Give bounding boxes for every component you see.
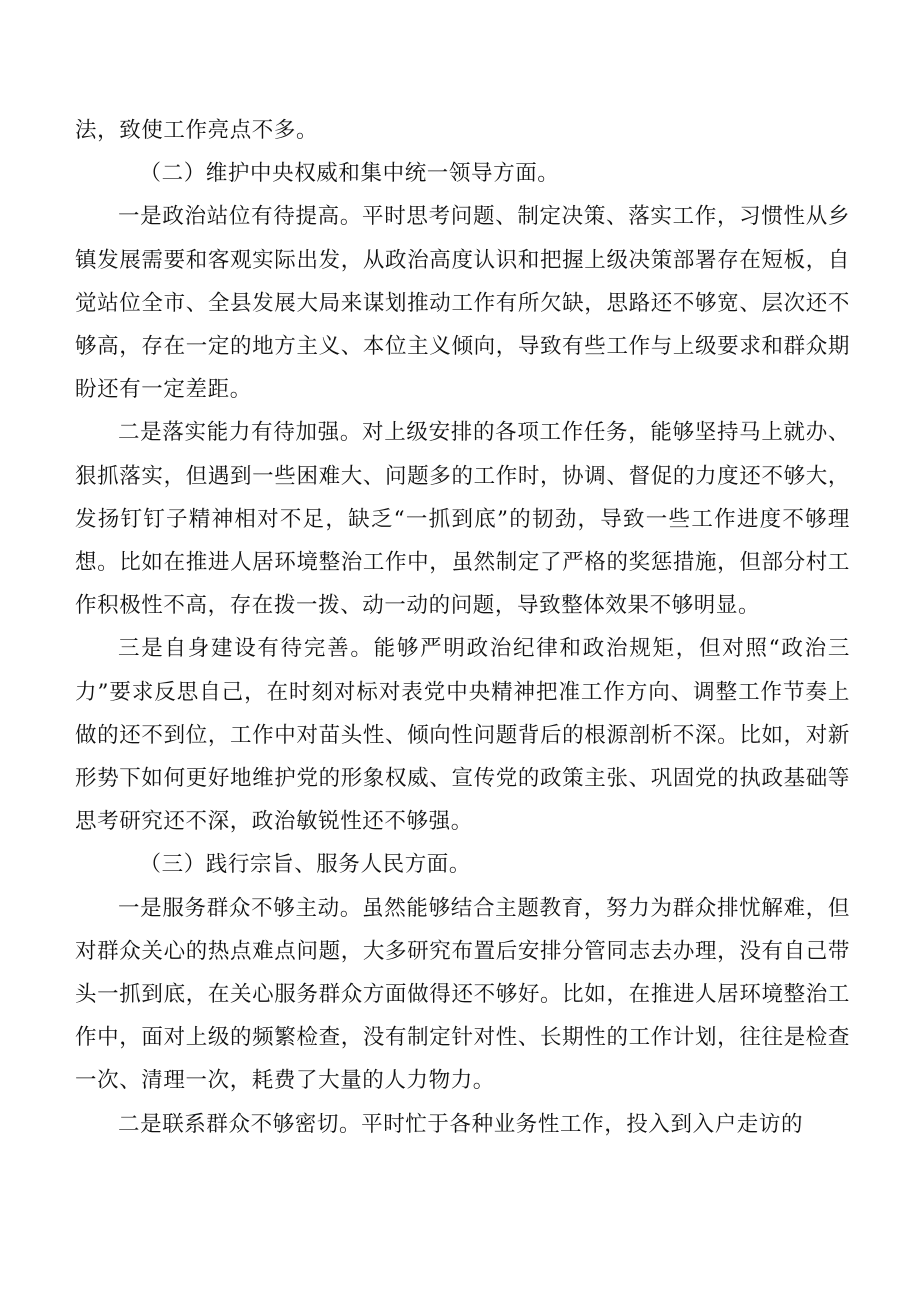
paragraph-continuation: 法，致使工作亮点不多。 — [75, 118, 319, 143]
document-page — [75, 109, 850, 1146]
section-heading-3: （三）践行宗旨、服务人民方面。 — [139, 852, 472, 878]
paragraph-political-stance: 一是政治站位有待提高。平时思考问题、制定决策、落实工作，习惯性从乡镇发展需要和客观实际出发，从政治高度认识和把握上级决策部署存在短板，自觉站位全市、全县发展大局来谋划推动工作有所欠缺，思路还不够宽、层次还不够高，存在一定的地方主义、本位主义倾向，导致有些工作与上级要求和群众期盼还有一定差距。 — [75, 204, 850, 403]
paragraph-contacting-masses: 二是联系群众不够密切。平时忙于各种业务性工作，投入到入户走访的 — [118, 1111, 804, 1137]
paragraph-implementation: 二是落实能力有待加强。对上级安排的各项工作任务，能够坚持马上就办、狠抓落实，但遇到一些困难大、问题多的工作时，协调、督促的力度还不够大，发扬钉钉子精神相对不足，缺乏“一抓到底”的韧劲，导致一些工作进度不够理想。比如在推进人居环境整治工作中，虽然制定了严格的奖惩措施，但部分村工作积极性不高，存在拨一拨、动一动的问题，导致整体效果不够明显。 — [75, 420, 850, 619]
section-heading-2: （二）维护中央权威和集中统一领导方面。 — [139, 161, 560, 187]
paragraph-self-building: 三是自身建设有待完善。能够严明政治纪律和政治规矩，但对照“政治三力”要求反思自己，在时刻对标对表党中央精神把准工作方向、调整工作节奏上做的还不到位，工作中对苗头性、倾向性问题背后的根源剖析不深。比如，对新形势下如何更好地维护党的形象权威、宣传党的政策主张、巩固党的执政基础等思考研究还不深，政治敏锐性还不够强。 — [75, 636, 850, 835]
paragraph-serving-masses: 一是服务群众不够主动。虽然能够结合主题教育，努力为群众排忧解难，但对群众关心的热点难点问题，大多研究布置后安排分管同志去办理，没有自己带头一抓到底，在关心服务群众方面做得还不够好。比如，在推进人居环境整治工作中，面对上级的频繁检查，没有制定针对性、长期性的工作计划，往往是检查一次、清理一次，耗费了大量的人力物力。 — [75, 895, 850, 1094]
